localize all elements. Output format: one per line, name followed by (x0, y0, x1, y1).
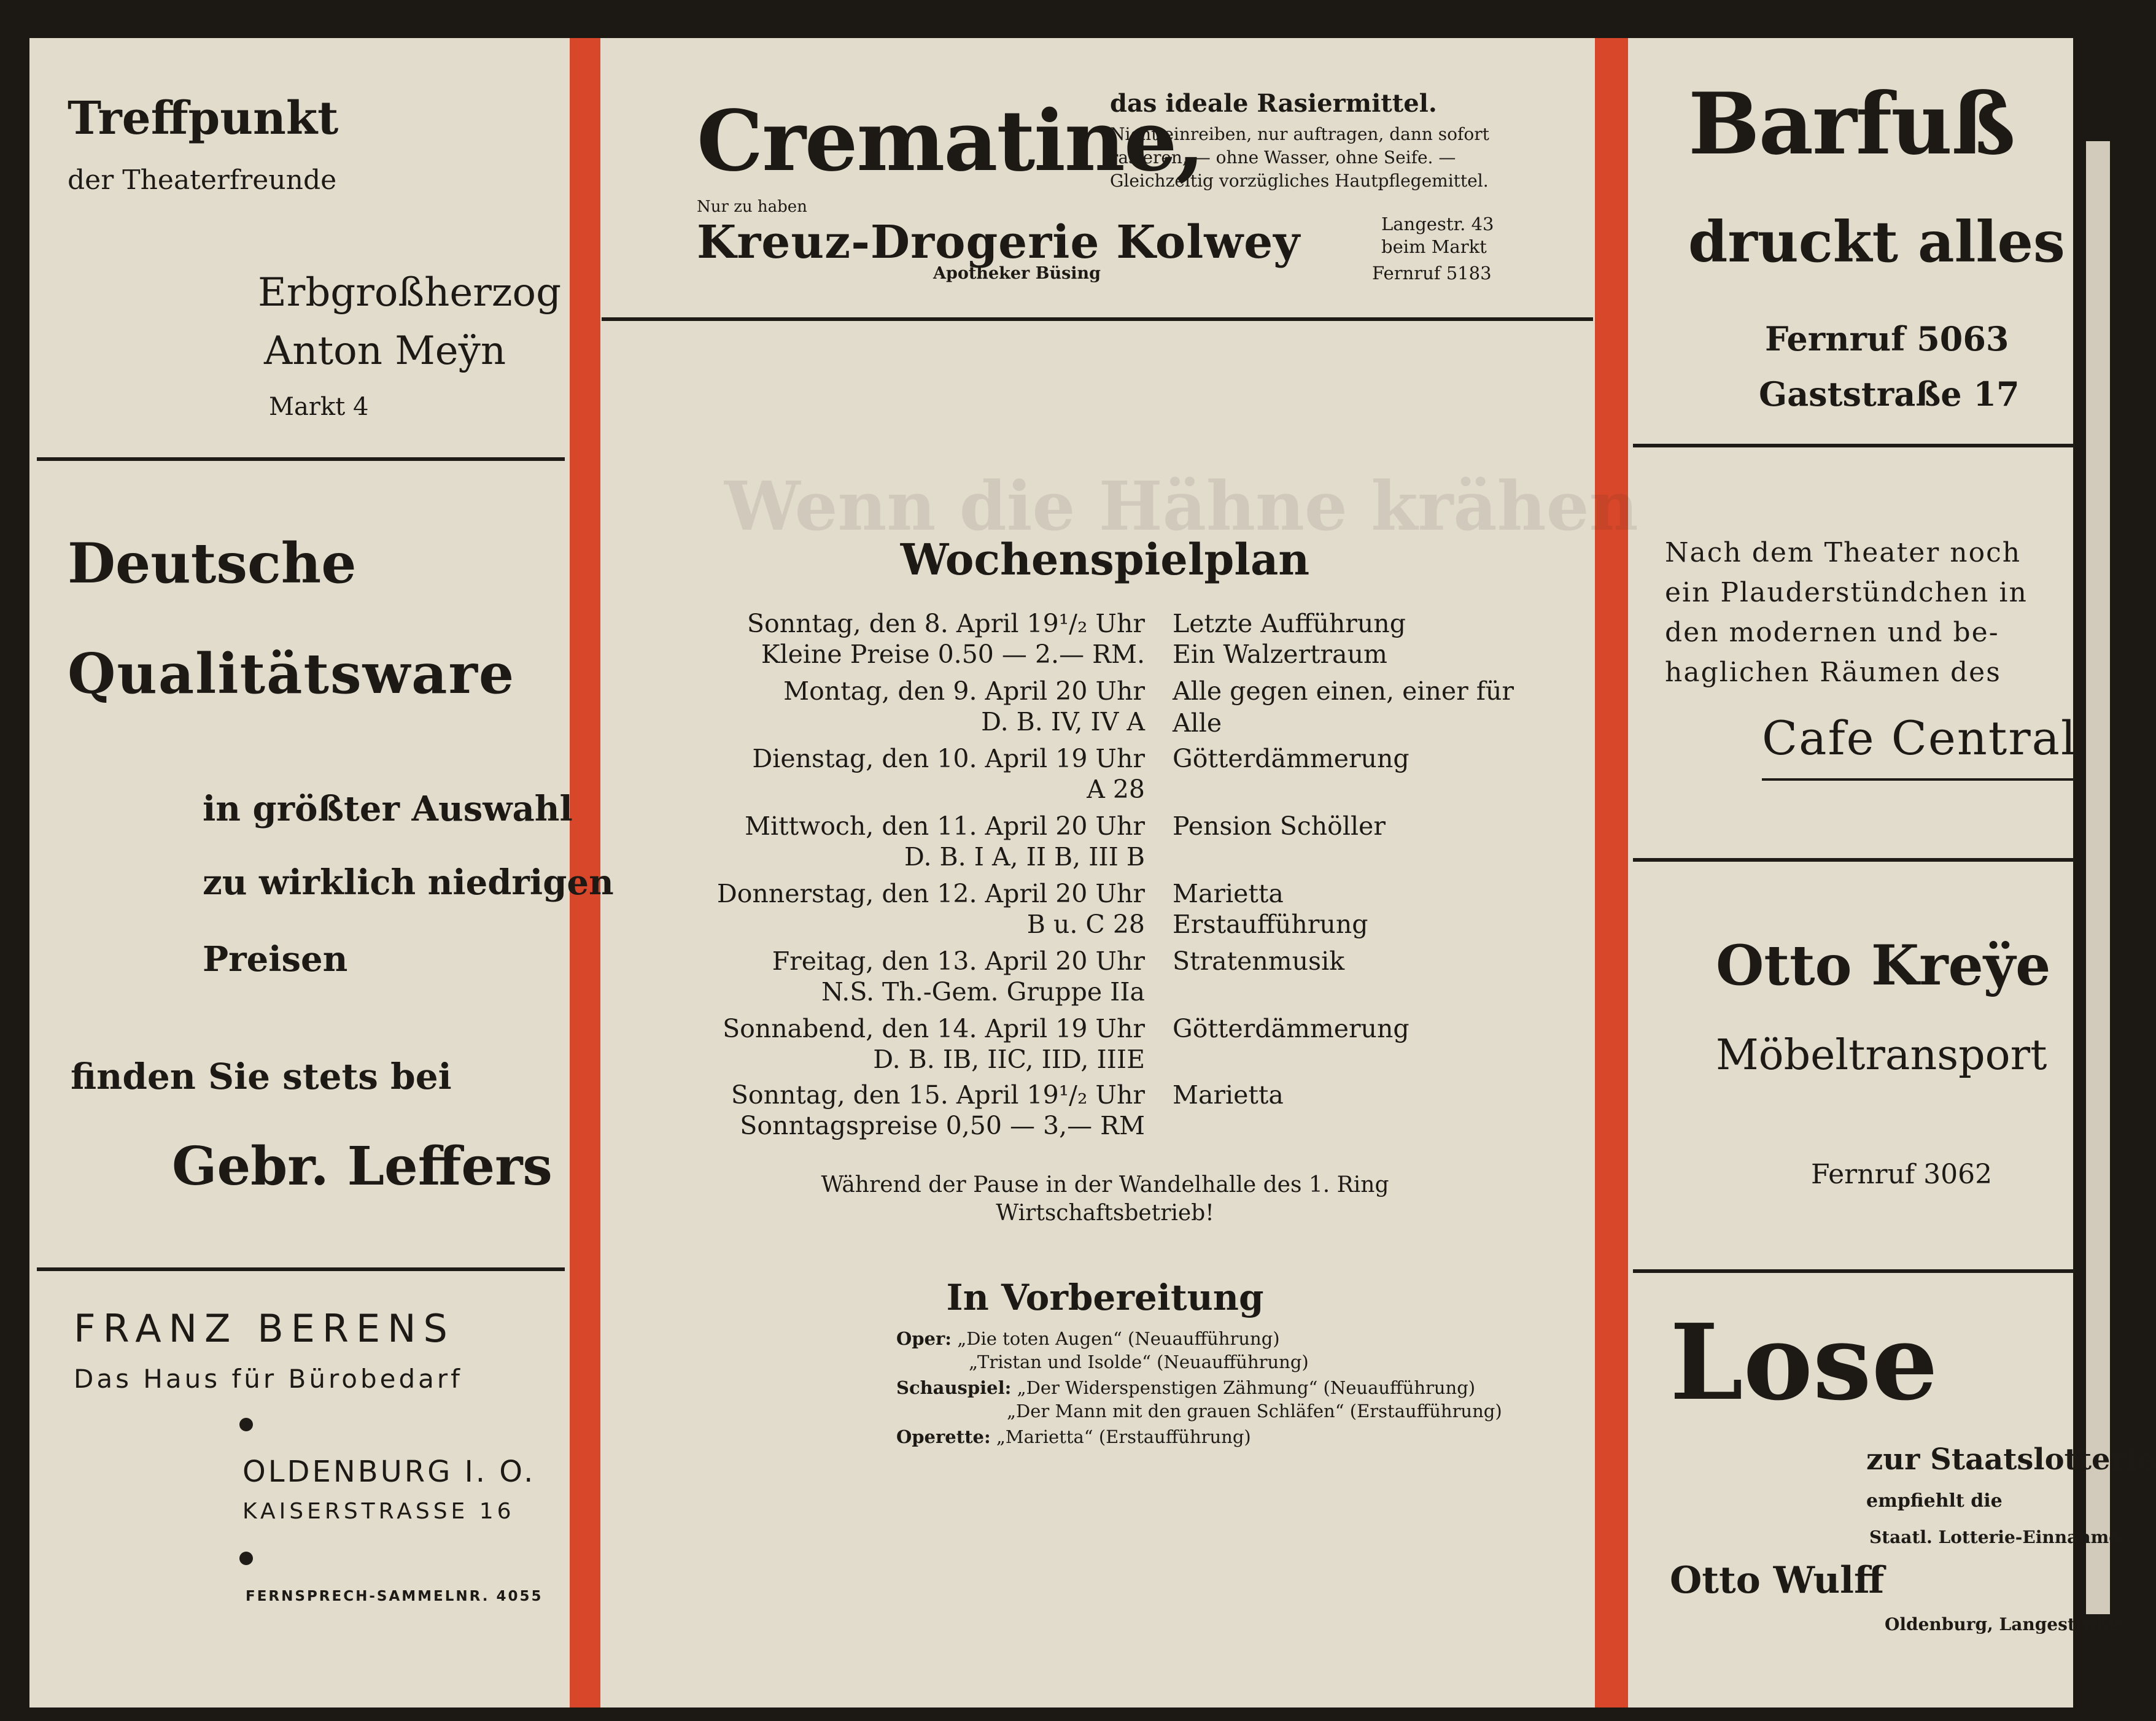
red-band-right (1595, 38, 1628, 1707)
schedule-row (669, 675, 1541, 743)
operette-label: Operette: (896, 1426, 991, 1447)
schedule-group: A 28 (1087, 775, 1145, 804)
schedule-row (669, 608, 1541, 675)
schedule-date: Freitag, den 13. April 20 Uhr (772, 946, 1145, 976)
qualitaet-line1: Deutsche (68, 531, 357, 596)
treffpunkt-name-2: Anton Meÿn (264, 328, 506, 374)
treffpunkt-title: Treffpunkt (68, 92, 339, 145)
crematine-phone: Fernruf 5183 (1372, 263, 1492, 284)
schedule-group: D. B. IB, IIC, IID, IIIE (873, 1045, 1145, 1074)
schedule-row (669, 945, 1541, 1013)
treffpunkt-address: Markt 4 (269, 393, 369, 421)
schedule-group: B u. C 28 (1026, 910, 1145, 939)
cafe-line4: haglichen Räumen des (1665, 657, 2001, 688)
schedule-date: Sonntag, den 8. April 19¹/₂ Uhr (746, 609, 1145, 638)
berens-street: KAISERSTRASSE 16 (242, 1499, 515, 1524)
schedule-group: Kleine Preise 0.50 — 2.— RM. (761, 640, 1145, 669)
schedule-play: Marietta (1173, 879, 1284, 908)
bleed-through-text: Wenn die Hähne krähen (724, 466, 1638, 546)
barfuss-slogan: druckt alles (1688, 209, 2065, 275)
right-divider-1 (1633, 444, 2075, 447)
schedule-play: Götterdämmerung (1173, 1014, 1410, 1043)
next-page-edge (2086, 141, 2110, 1614)
berens-slogan: Das Haus für Bürobedarf (74, 1364, 463, 1394)
schedule-group: N.S. Th.-Gem. Gruppe IIa (821, 977, 1145, 1007)
schedule-play: Pension Schöller (1173, 811, 1386, 841)
crematine-headline: das ideale Rasiermittel. (1110, 89, 1437, 118)
cafe-name: Cafe Central (1762, 711, 2077, 765)
crematine-text1: Nicht einreiben, nur auftragen, dann sofort (1110, 124, 1489, 144)
crematine-text2: rasieren, — ohne Wasser, ohne Seife. — (1110, 147, 1456, 168)
cafe-line3: den modernen und be- (1665, 617, 1999, 648)
schedule-row (669, 1013, 1541, 1080)
schedule-play: Stratenmusik (1173, 946, 1345, 976)
qualitaet-line5: Preisen (203, 939, 348, 980)
schedule-date: Montag, den 9. April 20 Uhr (783, 676, 1145, 706)
schedule-play: Marietta (1173, 1080, 1284, 1110)
schedule-date: Sonnabend, den 14. April 19 Uhr (723, 1014, 1145, 1043)
schedule-group: D. B. IV, IV A (981, 707, 1145, 737)
barfuss-title: Barfuß (1688, 74, 2015, 174)
kreye-name: Otto Kreÿe (1716, 933, 2051, 998)
crematine-store: Kreuz-Drogerie Kolwey (697, 216, 1301, 269)
schedule-title: Wochenspielplan (900, 534, 1310, 585)
crematine-addr2: beim Markt (1381, 236, 1487, 257)
berens-phone: FERNSPRECH-SAMMELNR. 4055 (246, 1588, 543, 1604)
schedule-play-note: Ein Walzertraum (1173, 640, 1387, 669)
schedule-play-note: Erstaufführung (1173, 910, 1368, 939)
schedule-play: Götterdämmerung (1173, 744, 1410, 773)
schedule-row (669, 1079, 1541, 1147)
schedule-date: Dienstag, den 10. April 19 Uhr (752, 744, 1145, 773)
crematine-owner: Apotheker Büsing (933, 264, 1101, 283)
crematine-brand: Crematine, (697, 92, 1204, 190)
schedule-date: Mittwoch, den 11. April 20 Uhr (745, 811, 1145, 841)
schauspiel-label: Schauspiel: (896, 1377, 1012, 1398)
berens-city: OLDENBURG I. O. (242, 1455, 536, 1489)
barfuss-street: Gaststraße 17 (1759, 374, 2020, 414)
qualitaet-line3: in größter Auswahl (203, 789, 573, 829)
kreye-trade: Möbeltransport (1716, 1031, 2047, 1080)
schedule-row (669, 743, 1541, 810)
right-divider-2 (1633, 858, 2075, 862)
lose-name: Otto Wulff (1670, 1559, 1885, 1602)
preparation-title: In Vorbereitung (946, 1277, 1264, 1318)
schedule-date: Sonntag, den 15. April 19¹/₂ Uhr (731, 1080, 1145, 1110)
schedule-play: Letzte Aufführung (1173, 609, 1406, 638)
center-divider (602, 317, 1593, 321)
cafe-line1: Nach dem Theater noch (1665, 537, 2022, 568)
schedule-group: D. B. I A, II B, III B (904, 842, 1145, 872)
right-divider-3 (1633, 1269, 2075, 1273)
bullet-dot (239, 1552, 253, 1565)
preparation-schauspiel-2: „Der Mann mit den grauen Schläfen“ (Erstaufführung) (1007, 1401, 1502, 1421)
treffpunkt-name-1: Erbgroßherzog (258, 270, 562, 315)
barfuss-phone: Fernruf 5063 (1765, 319, 2009, 358)
crematine-only-at: Nur zu haben (697, 198, 807, 216)
preparation-operette (896, 1425, 1251, 1448)
kreye-phone: Fernruf 3062 (1811, 1159, 1993, 1190)
lose-city: Oldenburg, Langestraße (1885, 1614, 2120, 1634)
schedule-group: Sonntagspreise 0,50 — 3,— RM (740, 1111, 1145, 1140)
preparation-oper-2: „Tristan und Isolde“ (Neuaufführung) (969, 1352, 1309, 1372)
left-divider-2 (37, 1267, 565, 1271)
preparation-oper (896, 1327, 1280, 1350)
lose-line3: Staatl. Lotterie-Einnahme (1869, 1527, 2120, 1547)
berens-name: FRANZ BERENS (74, 1306, 455, 1351)
schedule-row (669, 810, 1541, 878)
cafe-line2: ein Plauderstündchen in (1665, 577, 2028, 608)
schedule-note-1: Während der Pause in der Wandelhalle des 1. Ring (821, 1172, 1389, 1197)
left-divider-1 (37, 457, 565, 461)
lose-title: Lose (1670, 1301, 1938, 1424)
schedule-date: Donnerstag, den 12. April 20 Uhr (716, 879, 1145, 908)
oper-title-1: „Die toten Augen“ (Neuaufführung) (957, 1328, 1280, 1349)
crematine-text3: Gleichzeitig vorzügliches Hautpflegemittel. (1110, 171, 1489, 191)
preparation-schauspiel (896, 1376, 1475, 1399)
crematine-addr1: Langestr. 43 (1381, 214, 1494, 234)
schedule-row (669, 878, 1541, 945)
qualitaet-line2: Qualitätsware (68, 641, 516, 706)
operette-title-1: „Marietta“ (Erstaufführung) (996, 1426, 1251, 1447)
qualitaet-firm: Gebr. Leffers (172, 1135, 553, 1197)
qualitaet-line4: zu wirklich niedrigen (203, 862, 614, 903)
qualitaet-line6: finden Sie stets bei (71, 1056, 452, 1097)
cafe-underline (1762, 778, 2075, 781)
schedule-note-2: Wirtschaftsbetrieb! (996, 1201, 1214, 1226)
oper-label: Oper: (896, 1328, 952, 1349)
bullet-dot (239, 1418, 253, 1431)
lose-line1: zur Staatslotterie (1866, 1442, 2156, 1477)
treffpunkt-subtitle: der Theaterfreunde (68, 164, 337, 196)
schauspiel-title-1: „Der Widerspenstigen Zähmung“ (Neuaufführung) (1017, 1377, 1476, 1398)
lose-line2: empfiehlt die (1866, 1490, 2003, 1512)
schedule-play: Alle gegen einen, einer für Alle (1173, 676, 1514, 738)
